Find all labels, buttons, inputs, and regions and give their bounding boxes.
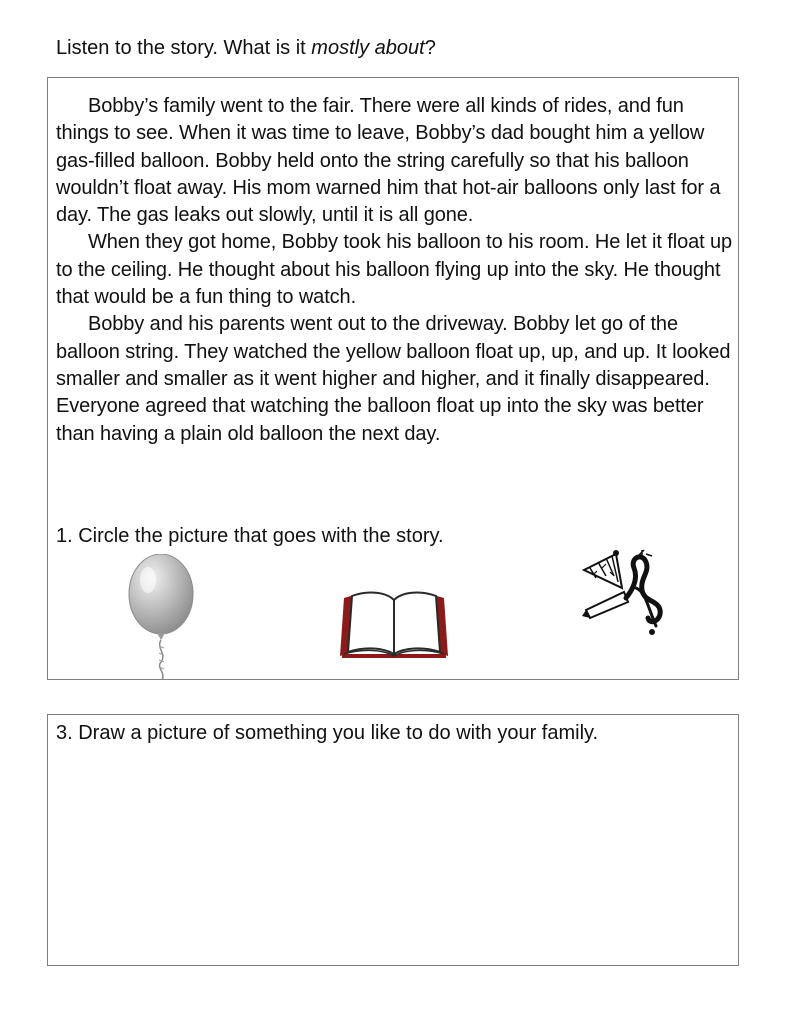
party-hat-icon (576, 548, 672, 636)
question-3-text: 3. Draw a picture of something you like to do with your family. (56, 722, 599, 744)
story-box (47, 77, 739, 680)
question-1-text: 1. Circle the picture that goes with the story. (56, 525, 444, 547)
instruction-heading (56, 34, 436, 62)
balloon-icon (126, 554, 196, 682)
book-picture[interactable] (338, 586, 450, 662)
story-paragraph-1: Bobby’s family went to the fair. There were all kinds of rides, and fun things to see. When it was time to leave, Bobby’s dad bought him a yellow gas-filled balloon. Bobby held onto the string carefully so that his balloon wouldn’t float away. His mom warned him that hot-air balloons only last for a day. The gas leaks out slowly, until it is all gone. (56, 95, 721, 227)
story-text (56, 93, 736, 448)
drawing-area[interactable] (47, 714, 739, 966)
instruction-prefix: Listen to the story. What is it (56, 37, 312, 59)
open-book-icon (338, 586, 450, 662)
instruction-italic: mostly about (311, 37, 425, 59)
story-paragraph-2: When they got home, Bobby took his balloon to his room. He let it float up to the ceiling. He thought about his balloon flying up into the sky. He thought that would be a fun thing to watch. (56, 231, 733, 309)
story-paragraph-3: Bobby and his parents went out to the driveway. Bobby let go of the balloon string. They watched the yellow balloon float up, up, and up. It looked smaller and smaller as it went higher and higher, and it finally disappeared. Everyone agreed that watching the balloon float up into the sky was better than having a plain old balloon the next day. (56, 313, 731, 445)
instruction-suffix: ? (424, 37, 436, 59)
party-picture[interactable] (576, 548, 672, 636)
balloon-picture[interactable] (126, 554, 196, 682)
